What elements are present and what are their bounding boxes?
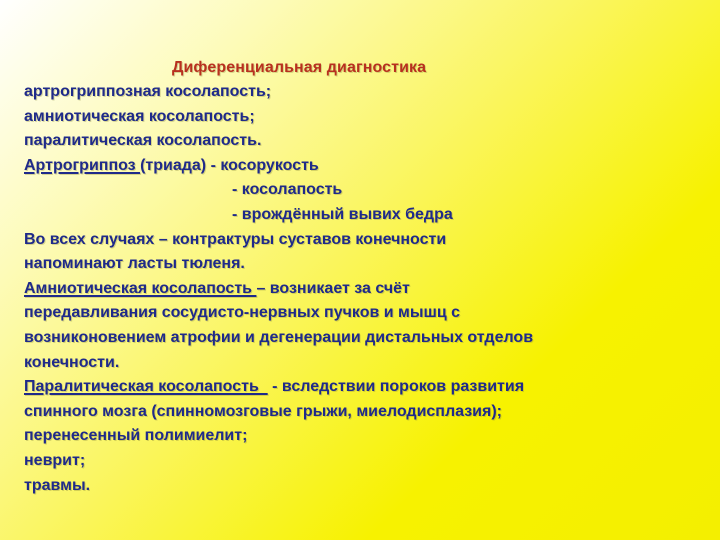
paragraph-line: конечности.: [24, 353, 120, 371]
term-amniotic: Амниотическая косолапость: [24, 279, 257, 297]
slide-body: [24, 80, 704, 498]
paragraph-line: неврит;: [24, 451, 86, 469]
paralytic-description: - вследствии пороков развития: [267, 378, 525, 396]
triad-line: [24, 154, 704, 179]
triad-item: - косолапость: [232, 181, 343, 199]
amniotic-line: [24, 277, 704, 302]
paralytic-line: [24, 375, 704, 400]
paragraph-line: напоминают ласты тюленя.: [24, 255, 245, 273]
paragraph-line: перенесенный полимиелит;: [24, 427, 248, 445]
list-item: амниотическая косолапость;: [24, 107, 255, 125]
triad-first-item: (триада) - косорукость: [140, 156, 319, 174]
list-item: паралитическая косолапость.: [24, 132, 262, 150]
triad-item: - врождённый вывих бедра: [232, 205, 453, 223]
term-paralytic: Паралитическая косолапость: [24, 378, 268, 396]
paragraph-line: спинного мозга (спинномозговые грыжи, миелодисплазия);: [24, 402, 502, 420]
slide-title: Диференциальная диагностика: [172, 59, 427, 76]
paragraph-line: травмы.: [24, 476, 91, 494]
term-arthrogryposis: Артрогриппоз: [24, 156, 141, 174]
paragraph-line: передавливания сосудисто-нервных пучков и мышц с: [24, 304, 461, 322]
paragraph-line: Во всех случаях – контрактуры суставов конечности: [24, 230, 447, 248]
list-item: артрогриппозная косолапость;: [24, 83, 272, 100]
paragraph-line: возниконовением атрофии и дегенерации дистальных отделов: [24, 328, 534, 346]
amniotic-description: – возникает за счёт: [256, 279, 410, 297]
